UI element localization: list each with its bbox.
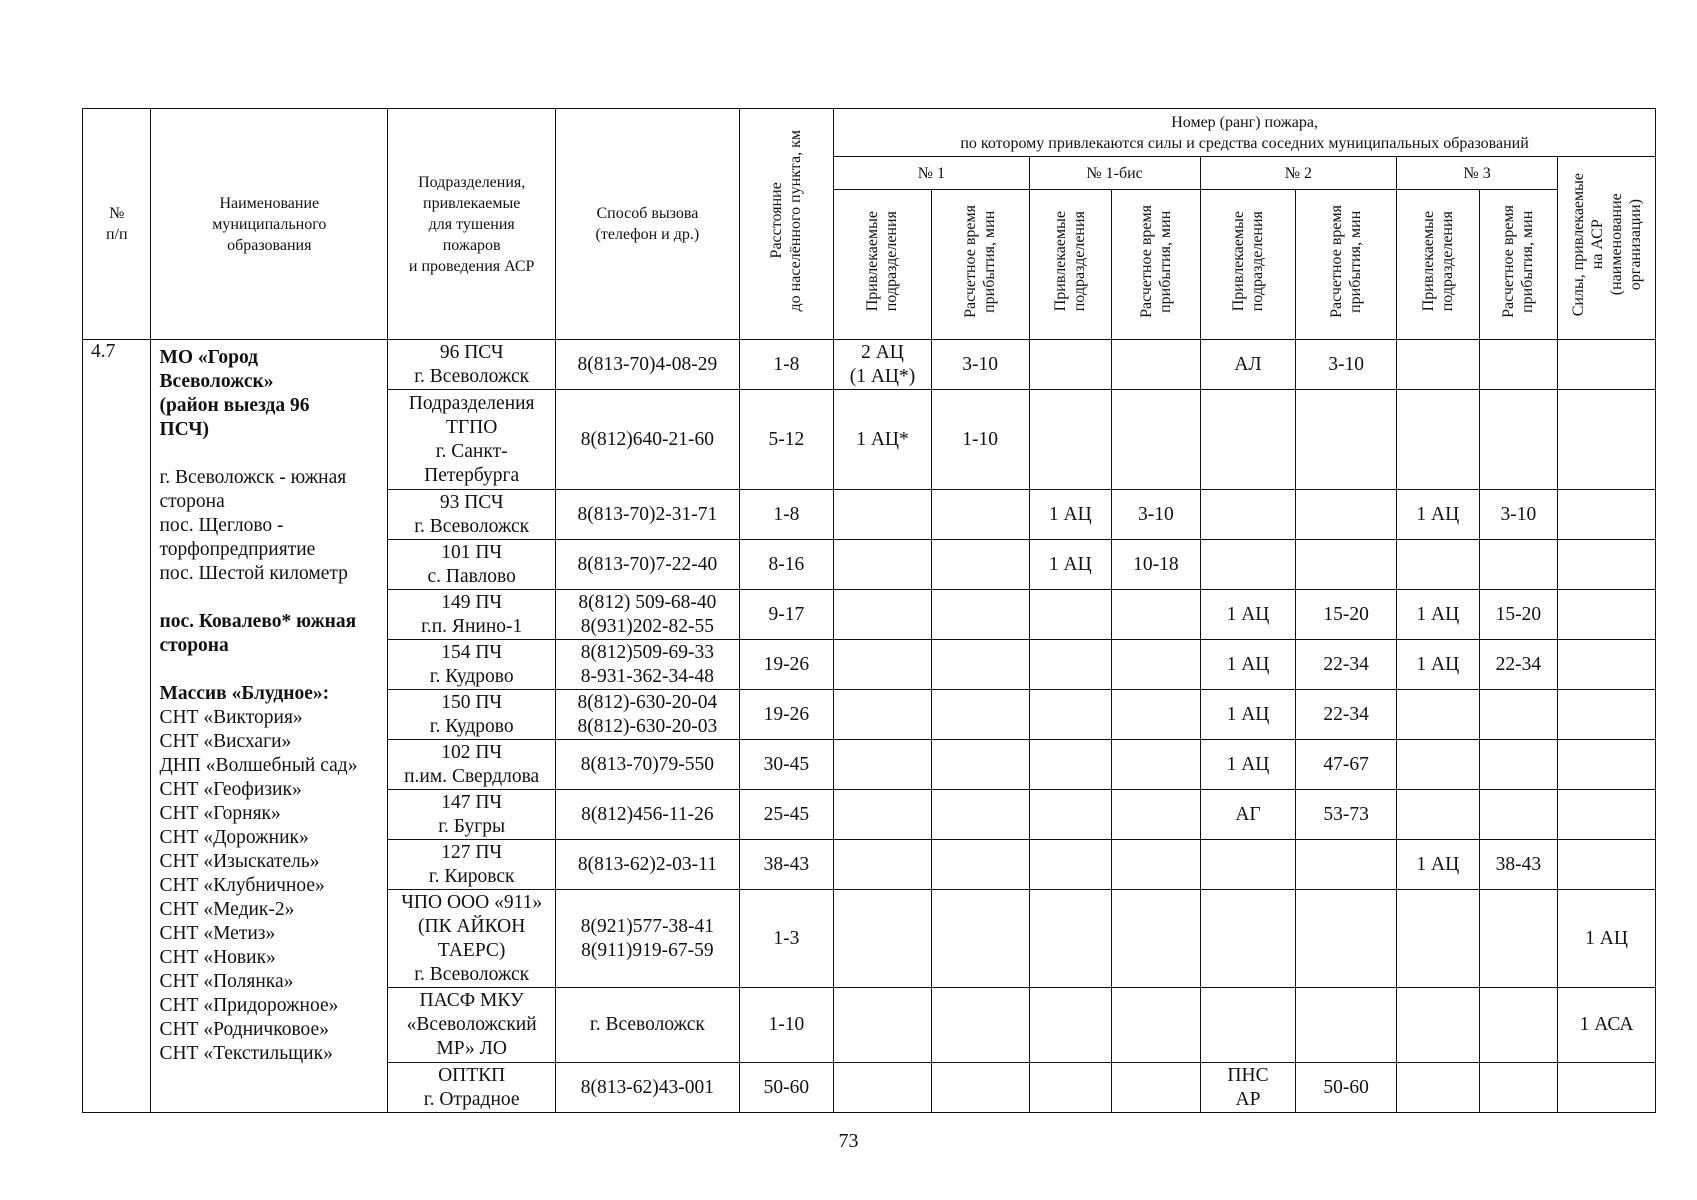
cell-call-method: 8(813-62)43-001 bbox=[556, 1063, 739, 1113]
header-rank-1: № 1 bbox=[834, 157, 1029, 190]
cell-r2-time bbox=[1296, 840, 1397, 890]
cell-r3-time bbox=[1479, 540, 1558, 590]
cell-r1bis-time: 3-10 bbox=[1112, 490, 1201, 540]
massif-item: СНТ «Дорожник» bbox=[159, 827, 309, 848]
header-r1bis-units: Привлекаемые подразделения bbox=[1052, 211, 1089, 312]
cell-r3-units bbox=[1397, 1063, 1480, 1113]
cell-call-method: 8(813-70)7-22-40 bbox=[556, 540, 739, 590]
cell-r3-units bbox=[1397, 740, 1480, 790]
cell-asr-forces bbox=[1558, 790, 1656, 840]
cell-r3-time bbox=[1479, 988, 1558, 1063]
cell-unit: Подразделения ТГПО г. Санкт- Петербурга bbox=[388, 390, 556, 490]
municipality-cell bbox=[151, 340, 388, 1113]
cell-r2-time bbox=[1296, 390, 1397, 490]
cell-asr-forces bbox=[1558, 490, 1656, 540]
cell-r2-units: 1 АЦ bbox=[1200, 640, 1296, 690]
cell-asr-forces bbox=[1558, 340, 1656, 390]
massif-item: СНТ «Метиз» bbox=[159, 923, 276, 944]
cell-r2-units bbox=[1200, 540, 1296, 590]
cell-call-method: 8(813-70)79-550 bbox=[556, 740, 739, 790]
cell-r3-time bbox=[1479, 890, 1558, 988]
header-rank-3: № 3 bbox=[1397, 157, 1558, 190]
cell-r2-units bbox=[1200, 490, 1296, 540]
header-rank-title: Номер (ранг) пожара, по которому привлекаются силы и средства соседних муниципальных образований bbox=[834, 109, 1656, 157]
cell-r3-time: 38-43 bbox=[1479, 840, 1558, 890]
cell-distance: 50-60 bbox=[739, 1063, 834, 1113]
cell-r2-units bbox=[1200, 840, 1296, 890]
cell-r3-time: 15-20 bbox=[1479, 590, 1558, 640]
cell-r1-time bbox=[931, 890, 1029, 988]
cell-r2-time: 53-73 bbox=[1296, 790, 1397, 840]
cell-call-method: 8(812)509-69-33 8-931-362-34-48 bbox=[556, 640, 739, 690]
cell-r1bis-units bbox=[1029, 790, 1112, 840]
fire-forces-table bbox=[82, 108, 1656, 1113]
massif-item: СНТ «Полянка» bbox=[159, 971, 294, 992]
cell-call-method: 8(813-70)2-31-71 bbox=[556, 490, 739, 540]
cell-r1-units: 2 АЦ (1 АЦ*) bbox=[834, 340, 932, 390]
cell-r1bis-units bbox=[1029, 390, 1112, 490]
massif-item: ДНП «Волшебный сад» bbox=[159, 755, 358, 776]
cell-unit: ЧПО ООО «911» (ПК АЙКОН ТАЕРС) г. Всеволожск bbox=[388, 890, 556, 988]
header-r3-units: Привлекаемые подразделения bbox=[1419, 211, 1456, 312]
cell-r1bis-units bbox=[1029, 988, 1112, 1063]
cell-r2-time: 50-60 bbox=[1296, 1063, 1397, 1113]
settlement-name: г. Всеволожск - южная bbox=[159, 467, 347, 488]
cell-unit: 102 ПЧ п.им. Свердлова bbox=[388, 740, 556, 790]
cell-r3-units bbox=[1397, 890, 1480, 988]
cell-r1-time bbox=[931, 540, 1029, 590]
massif-item: СНТ «Текстильщик» bbox=[159, 1043, 333, 1064]
cell-r1bis-time bbox=[1112, 890, 1201, 988]
settlement-name-bold: сторона bbox=[159, 635, 229, 656]
cell-r1-time bbox=[931, 640, 1029, 690]
cell-call-method: 8(812)-630-20-04 8(812)-630-20-03 bbox=[556, 690, 739, 740]
cell-call-method: 8(813-62)2-03-11 bbox=[556, 840, 739, 890]
cell-distance: 8-16 bbox=[739, 540, 834, 590]
cell-asr-forces bbox=[1558, 390, 1656, 490]
cell-r1bis-time bbox=[1112, 390, 1201, 490]
cell-r3-units: 1 АЦ bbox=[1397, 840, 1480, 890]
table-row bbox=[83, 340, 1656, 390]
cell-r2-units bbox=[1200, 390, 1296, 490]
cell-call-method: 8(812) 509-68-40 8(931)202-82-55 bbox=[556, 590, 739, 640]
settlement-name: сторона bbox=[159, 491, 225, 512]
cell-r1-units bbox=[834, 840, 932, 890]
header-municipality: Наименование муниципального образования bbox=[151, 109, 388, 340]
cell-call-method: 8(812)640-21-60 bbox=[556, 390, 739, 490]
cell-r2-time: 22-34 bbox=[1296, 640, 1397, 690]
header-r2-units: Привлекаемые подразделения bbox=[1230, 211, 1266, 312]
cell-r1-time: 1-10 bbox=[931, 390, 1029, 490]
cell-distance: 5-12 bbox=[739, 390, 834, 490]
municipality-title: (район выезда 96 bbox=[159, 395, 310, 416]
cell-asr-forces bbox=[1558, 590, 1656, 640]
cell-r2-time bbox=[1296, 490, 1397, 540]
cell-r3-time bbox=[1479, 340, 1558, 390]
cell-unit: 93 ПСЧ г. Всеволожск bbox=[388, 490, 556, 540]
massif-item: СНТ «Новик» bbox=[159, 947, 276, 968]
header-distance: Расстояние до населённого пункта, км bbox=[768, 130, 805, 312]
cell-r1-time bbox=[931, 1063, 1029, 1113]
cell-r1-units: 1 АЦ* bbox=[834, 390, 932, 490]
massif-item: СНТ «Медик-2» bbox=[159, 899, 295, 920]
cell-r1-units bbox=[834, 890, 932, 988]
cell-r2-time bbox=[1296, 890, 1397, 988]
cell-unit: 101 ПЧ с. Павлово bbox=[388, 540, 556, 590]
cell-r3-units: 1 АЦ bbox=[1397, 590, 1480, 640]
cell-distance: 19-26 bbox=[739, 690, 834, 740]
cell-r1-time bbox=[931, 988, 1029, 1063]
section-number: 4.7 bbox=[83, 340, 151, 1113]
header-call-method: Способ вызова (телефон и др.) bbox=[556, 109, 739, 340]
cell-unit: ОПТКП г. Отрадное bbox=[388, 1063, 556, 1113]
settlement-name-bold: пос. Ковалево* южная bbox=[159, 611, 357, 632]
cell-r1-time bbox=[931, 490, 1029, 540]
massif-item: СНТ «Виктория» bbox=[159, 707, 303, 728]
cell-r1-units bbox=[834, 490, 932, 540]
cell-r3-units: 1 АЦ bbox=[1397, 640, 1480, 690]
cell-r2-time: 47-67 bbox=[1296, 740, 1397, 790]
cell-r3-time bbox=[1479, 390, 1558, 490]
cell-r2-units: 1 АЦ bbox=[1200, 690, 1296, 740]
cell-r1-time: 3-10 bbox=[931, 340, 1029, 390]
cell-unit: 149 ПЧ г.п. Янино-1 bbox=[388, 590, 556, 640]
cell-unit: 147 ПЧ г. Бугры bbox=[388, 790, 556, 840]
cell-r1-units bbox=[834, 590, 932, 640]
cell-r2-time: 15-20 bbox=[1296, 590, 1397, 640]
cell-r1-time bbox=[931, 840, 1029, 890]
cell-r2-units: АГ bbox=[1200, 790, 1296, 840]
cell-distance: 1-10 bbox=[739, 988, 834, 1063]
cell-r3-units bbox=[1397, 390, 1480, 490]
cell-asr-forces: 1 АЦ bbox=[1558, 890, 1656, 988]
cell-unit: ПАСФ МКУ «Всеволожский МР» ЛО bbox=[388, 988, 556, 1063]
header-r1bis-time: Расчетное время прибытия, мин bbox=[1137, 205, 1174, 318]
cell-asr-forces bbox=[1558, 540, 1656, 590]
massif-item: СНТ «Клубничное» bbox=[159, 875, 325, 896]
cell-asr-forces: 1 АСА bbox=[1558, 988, 1656, 1063]
cell-asr-forces bbox=[1558, 690, 1656, 740]
cell-r2-units bbox=[1200, 890, 1296, 988]
cell-r1-units bbox=[834, 690, 932, 740]
header-rank-1bis: № 1-бис bbox=[1029, 157, 1200, 190]
cell-distance: 19-26 bbox=[739, 640, 834, 690]
cell-distance: 25-45 bbox=[739, 790, 834, 840]
header-rank-2: № 2 bbox=[1200, 157, 1396, 190]
massif-title: Массив «Блудное»: bbox=[159, 683, 330, 704]
settlement-name: пос. Шестой километр bbox=[159, 563, 348, 584]
cell-r1bis-units bbox=[1029, 890, 1112, 988]
cell-r3-units bbox=[1397, 340, 1480, 390]
cell-distance: 30-45 bbox=[739, 740, 834, 790]
cell-r3-units bbox=[1397, 540, 1480, 590]
cell-distance: 38-43 bbox=[739, 840, 834, 890]
cell-r1bis-time bbox=[1112, 690, 1201, 740]
cell-r3-units: 1 АЦ bbox=[1397, 490, 1480, 540]
cell-r1-time bbox=[931, 790, 1029, 840]
cell-r3-units bbox=[1397, 790, 1480, 840]
cell-r2-time: 22-34 bbox=[1296, 690, 1397, 740]
cell-r2-time bbox=[1296, 540, 1397, 590]
cell-r1bis-time bbox=[1112, 590, 1201, 640]
cell-r3-time bbox=[1479, 1063, 1558, 1113]
cell-r1bis-time bbox=[1112, 840, 1201, 890]
cell-unit: 127 ПЧ г. Кировск bbox=[388, 840, 556, 890]
massif-item: СНТ «Горняк» bbox=[159, 803, 281, 824]
cell-r3-time: 22-34 bbox=[1479, 640, 1558, 690]
header-units: Подразделения, привлекаемые для тушения пожаров и проведения АСР bbox=[388, 109, 556, 340]
cell-r1-units bbox=[834, 988, 932, 1063]
cell-asr-forces bbox=[1558, 740, 1656, 790]
header-r1-units: Привлекаемые подразделения bbox=[864, 211, 901, 312]
cell-r1-time bbox=[931, 740, 1029, 790]
cell-distance: 1-8 bbox=[739, 490, 834, 540]
cell-r1bis-time: 10-18 bbox=[1112, 540, 1201, 590]
municipality-title: ПСЧ) bbox=[159, 419, 210, 440]
cell-r1bis-units bbox=[1029, 340, 1112, 390]
cell-r1bis-time bbox=[1112, 790, 1201, 840]
cell-r1-units bbox=[834, 790, 932, 840]
cell-call-method: г. Всеволожск bbox=[556, 988, 739, 1063]
cell-asr-forces bbox=[1558, 640, 1656, 690]
header-r3-time: Расчетное время прибытия, мин bbox=[1500, 205, 1537, 318]
cell-call-method: 8(812)456-11-26 bbox=[556, 790, 739, 840]
cell-r3-units bbox=[1397, 690, 1480, 740]
cell-r1bis-units bbox=[1029, 740, 1112, 790]
cell-asr-forces bbox=[1558, 840, 1656, 890]
cell-distance: 9-17 bbox=[739, 590, 834, 640]
header-asr-cell bbox=[1558, 157, 1656, 340]
header-distance-cell bbox=[739, 109, 834, 340]
header-number: № п/п bbox=[83, 109, 151, 340]
cell-r1-units bbox=[834, 540, 932, 590]
cell-asr-forces bbox=[1558, 1063, 1656, 1113]
cell-distance: 1-8 bbox=[739, 340, 834, 390]
cell-r1-units bbox=[834, 1063, 932, 1113]
settlement-name: пос. Щеглово - bbox=[159, 515, 284, 536]
cell-r1bis-units: 1 АЦ bbox=[1029, 540, 1112, 590]
cell-r2-time bbox=[1296, 988, 1397, 1063]
cell-r1-time bbox=[931, 590, 1029, 640]
cell-r1-units bbox=[834, 640, 932, 690]
header-asr-forces: Силы, привлекаемые на АСР (наименование организации) bbox=[1569, 173, 1644, 317]
cell-r1bis-units bbox=[1029, 690, 1112, 740]
cell-r2-units: 1 АЦ bbox=[1200, 740, 1296, 790]
cell-unit: 154 ПЧ г. Кудрово bbox=[388, 640, 556, 690]
cell-r1bis-units bbox=[1029, 640, 1112, 690]
cell-call-method: 8(921)577-38-41 8(911)919-67-59 bbox=[556, 890, 739, 988]
cell-r1bis-units bbox=[1029, 1063, 1112, 1113]
page-number: 73 bbox=[838, 1130, 859, 1152]
cell-r2-units: АЛ bbox=[1200, 340, 1296, 390]
cell-r2-units: 1 АЦ bbox=[1200, 590, 1296, 640]
cell-r1bis-units bbox=[1029, 590, 1112, 640]
cell-r3-time: 3-10 bbox=[1479, 490, 1558, 540]
cell-r1-units bbox=[834, 740, 932, 790]
cell-unit: 150 ПЧ г. Кудрово bbox=[388, 690, 556, 740]
cell-r1bis-units bbox=[1029, 840, 1112, 890]
cell-r2-units: ПНС АР bbox=[1200, 1063, 1296, 1113]
cell-r1bis-time bbox=[1112, 640, 1201, 690]
header-r1-time: Расчетное время прибытия, мин bbox=[962, 205, 999, 318]
cell-r3-time bbox=[1479, 790, 1558, 840]
massif-item: СНТ «Изыскатель» bbox=[159, 851, 320, 872]
massif-item: СНТ «Родничковое» bbox=[159, 1019, 329, 1040]
massif-item: СНТ «Висхаги» bbox=[159, 731, 292, 752]
cell-r3-time bbox=[1479, 740, 1558, 790]
cell-r1bis-time bbox=[1112, 340, 1201, 390]
settlement-name: торфопредприятие bbox=[159, 539, 316, 560]
cell-r1bis-time bbox=[1112, 1063, 1201, 1113]
cell-r2-units bbox=[1200, 988, 1296, 1063]
municipality-title: МО «Город bbox=[159, 347, 259, 368]
cell-r1bis-time bbox=[1112, 740, 1201, 790]
cell-r1bis-time bbox=[1112, 988, 1201, 1063]
massif-item: СНТ «Геофизик» bbox=[159, 779, 302, 800]
cell-r1bis-units: 1 АЦ bbox=[1029, 490, 1112, 540]
cell-call-method: 8(813-70)4-08-29 bbox=[556, 340, 739, 390]
municipality-title: Всеволожск» bbox=[159, 371, 274, 392]
cell-r3-time bbox=[1479, 690, 1558, 740]
cell-r2-time: 3-10 bbox=[1296, 340, 1397, 390]
cell-r1-time bbox=[931, 690, 1029, 740]
cell-distance: 1-3 bbox=[739, 890, 834, 988]
header-r2-time: Расчетное время прибытия, мин bbox=[1328, 205, 1365, 318]
cell-r3-units bbox=[1397, 988, 1480, 1063]
cell-unit: 96 ПСЧ г. Всеволожск bbox=[388, 340, 556, 390]
massif-item: СНТ «Придорожное» bbox=[159, 995, 339, 1016]
